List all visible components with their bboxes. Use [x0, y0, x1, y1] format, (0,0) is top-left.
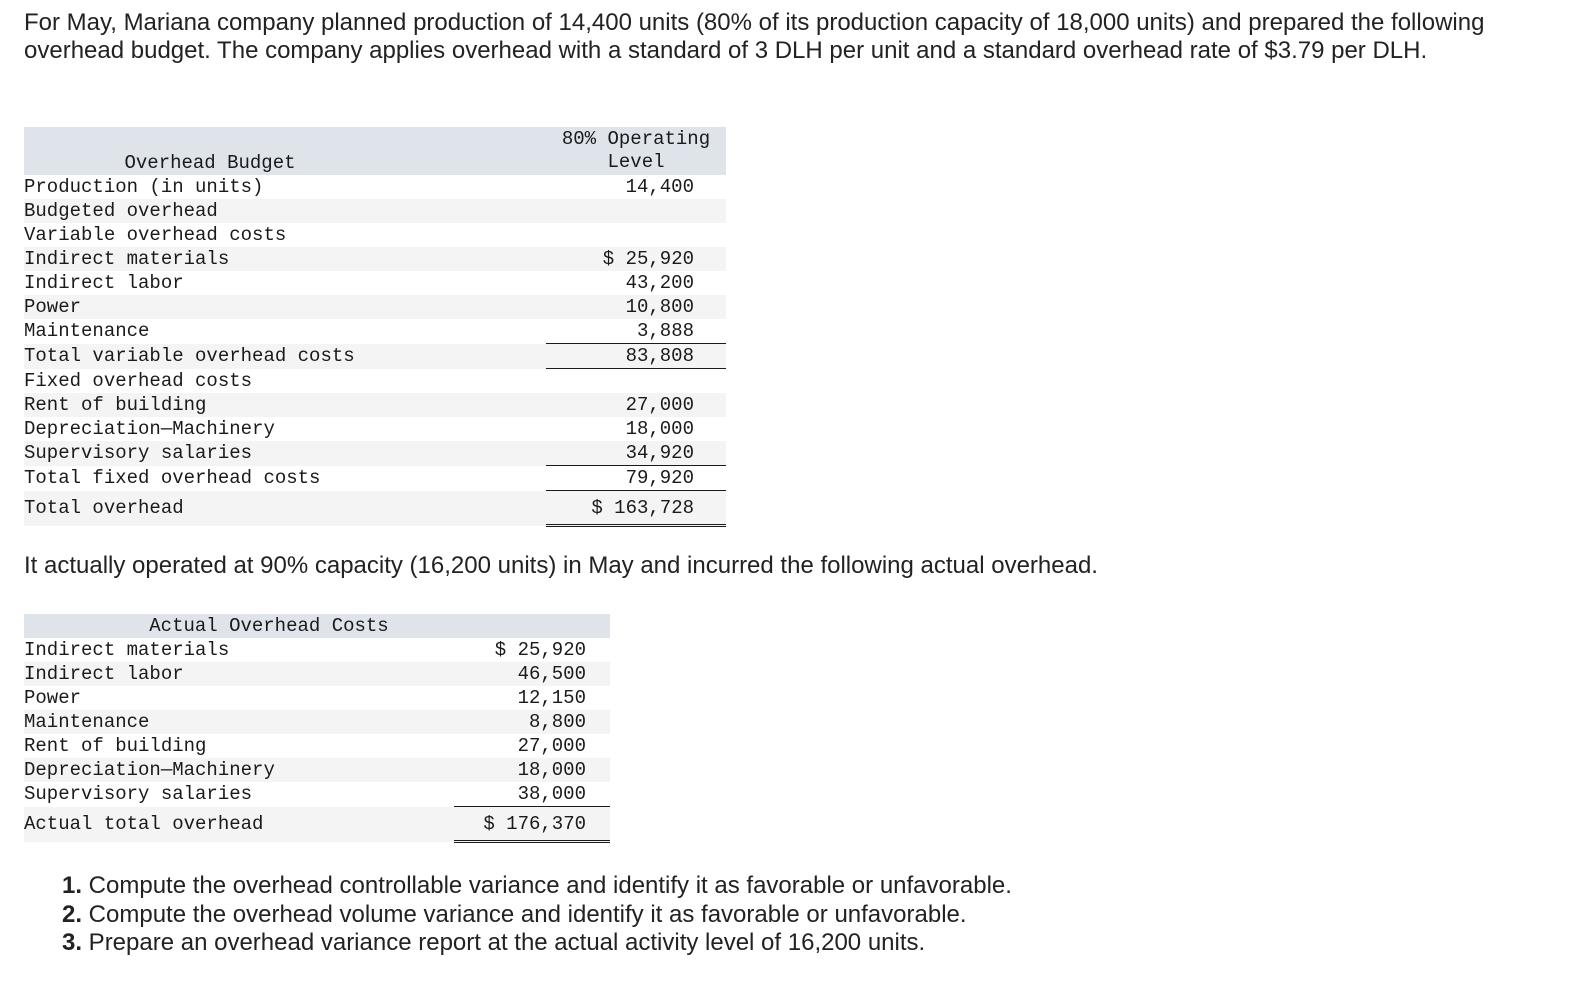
row-value: 34,920: [546, 441, 726, 466]
budget-title: Overhead Budget: [24, 127, 546, 175]
table-row: [24, 344, 726, 369]
question-text: Compute the overhead controllable variance and identify it as favorable or unfavorable.: [82, 872, 1012, 899]
table-row: [24, 734, 610, 758]
row-value: [546, 223, 726, 247]
row-label: Variable overhead costs: [24, 224, 287, 246]
row-label: Power: [24, 295, 546, 319]
row-value: [546, 199, 726, 223]
question-number: 2.: [62, 900, 83, 928]
row-value: 83,808: [546, 344, 726, 369]
question-number: 1.: [62, 872, 83, 899]
header-spacer: [454, 614, 610, 638]
row-value: 8,800: [454, 710, 610, 734]
actual-overhead-table: [24, 614, 610, 843]
list-item: [62, 872, 1012, 901]
row-value: 18,000: [454, 758, 610, 782]
row-value: $ 163,728: [546, 491, 726, 526]
row-label: Indirect materials: [24, 247, 546, 271]
row-label: Depreciation—Machinery: [24, 418, 275, 440]
question-text: Compute the overhead volume variance and identify it as favorable or unfavorable.: [82, 900, 967, 928]
actual-title: Actual Overhead Costs: [24, 614, 454, 638]
intro-paragraph: For May, Mariana company planned production of 14,400 units (80% of its production capacity of 18,000 units) and prepared the following overhead budget. The company applies overhead with a standard of 3 DLH per unit and a standard overhead rate of $3.79 per DLH.: [24, 9, 1485, 64]
row-label: Power: [24, 687, 82, 709]
table-row: [24, 710, 610, 734]
row-label: Total fixed overhead costs: [24, 467, 321, 489]
row-value: 46,500: [454, 662, 610, 686]
table-row: [24, 466, 726, 491]
table-row: [24, 247, 726, 271]
row-label: Maintenance: [24, 320, 150, 343]
row-value: 10,800: [546, 295, 726, 319]
table-row: [24, 662, 610, 686]
list-item: [62, 901, 1012, 930]
table-row: [24, 271, 726, 295]
table-row: [24, 393, 726, 417]
table-row: [24, 758, 610, 782]
row-value: 12,150: [517, 687, 586, 709]
question-list: [62, 872, 1012, 958]
row-value: 27,000: [517, 735, 586, 757]
row-label: Depreciation—Machinery: [24, 758, 454, 782]
question-number: 3.: [62, 929, 83, 956]
row-label: Supervisory salaries: [24, 783, 253, 806]
column-header-line1: 80% Operating: [561, 128, 711, 150]
question-text: Prepare an overhead variance report at the actual activity level of 16,200 units.: [82, 929, 926, 956]
table-row: [24, 807, 610, 842]
row-label: Total overhead: [24, 491, 546, 526]
table-row: [24, 417, 726, 441]
table-row: [24, 223, 726, 247]
row-value: 27,000: [546, 393, 726, 417]
table-row: [24, 782, 610, 807]
table-row: [24, 369, 726, 394]
table-header-row: [24, 127, 726, 175]
row-label: Budgeted overhead: [24, 199, 546, 223]
row-label: Fixed overhead costs: [24, 369, 253, 392]
table-row: [24, 319, 726, 344]
table-row: [24, 175, 726, 199]
table-row: [24, 441, 726, 466]
row-value: $ 25,920: [494, 639, 586, 661]
row-label: Production (in units): [24, 176, 264, 198]
row-value: $ 25,920: [546, 247, 726, 271]
row-label: Maintenance: [24, 710, 454, 734]
table-row: [24, 686, 610, 710]
row-label: Total variable overhead costs: [24, 344, 546, 369]
column-header: [546, 127, 726, 175]
row-value: 38,000: [454, 782, 610, 807]
row-value: $ 176,370: [454, 807, 610, 842]
row-label: Rent of building: [24, 735, 207, 757]
row-label: Supervisory salaries: [24, 441, 546, 466]
table-header-row: [24, 614, 610, 638]
row-value: 3,888: [546, 319, 726, 344]
row-value: 18,000: [625, 418, 694, 440]
row-label: Actual total overhead: [24, 807, 454, 842]
row-value: 43,200: [625, 272, 694, 294]
column-header-line2: Level: [607, 151, 665, 173]
row-label: Indirect materials: [24, 639, 230, 661]
table-row: [24, 638, 610, 662]
table-row: [24, 491, 726, 526]
row-label: Indirect labor: [24, 272, 184, 294]
table-row: [24, 199, 726, 223]
table-row: [24, 295, 726, 319]
row-label: Indirect labor: [24, 662, 454, 686]
overhead-budget-table: [24, 127, 726, 527]
actual-intro-paragraph: It actually operated at 90% capacity (16,200 units) in May and incurred the following actual overhead.: [24, 552, 1098, 579]
list-item: [62, 929, 1012, 958]
row-value: 14,400: [625, 176, 694, 198]
row-label: Rent of building: [24, 393, 546, 417]
row-value: 79,920: [546, 466, 726, 491]
row-value: [546, 369, 726, 394]
